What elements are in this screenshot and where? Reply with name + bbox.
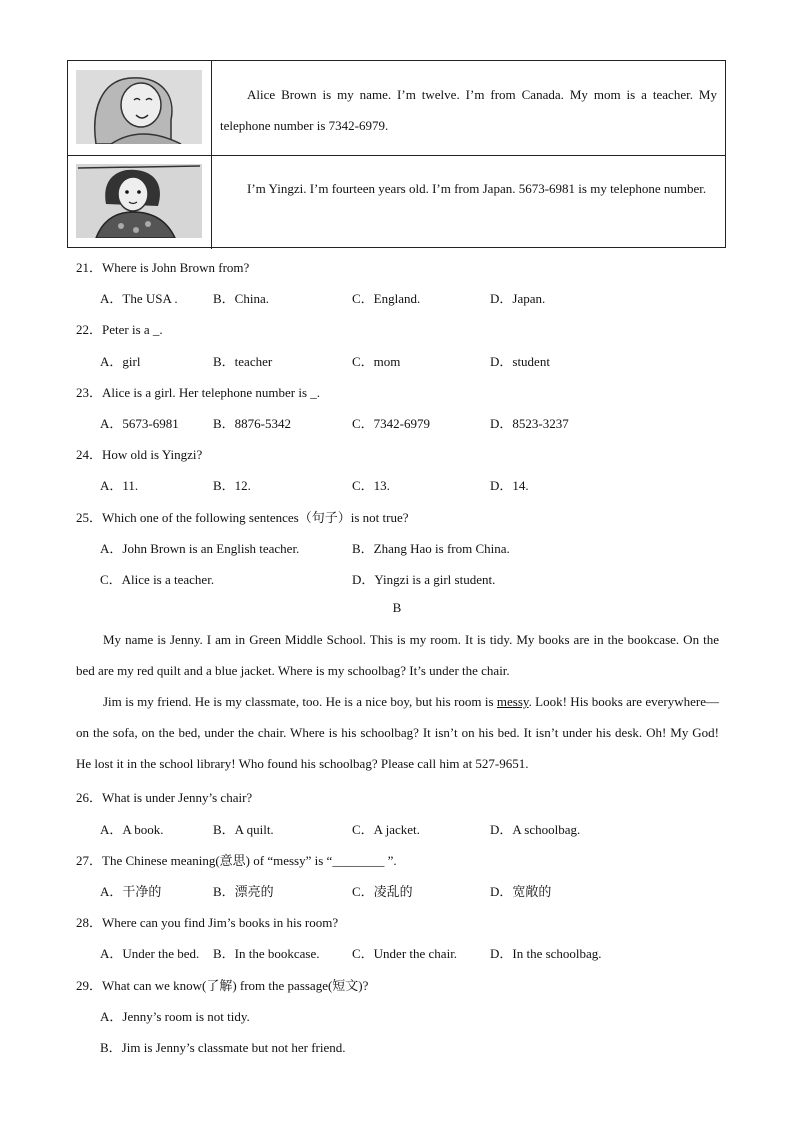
- option-d: D．In the schoolbag.: [490, 946, 602, 961]
- table-row: [68, 155, 725, 249]
- option-d: D．14.: [490, 478, 529, 493]
- option-d: D．Japan.: [490, 291, 546, 306]
- question-stem: 24．How old is Yingzi?: [76, 447, 203, 462]
- question-stem: 26．What is under Jenny’s chair?: [76, 790, 253, 805]
- passage-text: . Look! His books are everywhere—on the sofa, on the bed, under the chair. Where is his schoolbag? It isn’t on his bed. It isn’t under his desk. Oh! My God! He lost it in the school library! Who found his schoolbag? Please call him at 527-9651.: [76, 694, 719, 771]
- question-stem: 29．What can we know(了解) from the passage(短文)?: [76, 978, 369, 993]
- option-c: C．A jacket.: [352, 822, 420, 837]
- option-c: C．Under the chair.: [352, 946, 458, 961]
- option-a: A．John Brown is an English teacher.: [100, 541, 300, 556]
- option-a: A．A book.: [100, 822, 164, 837]
- option-a: A．girl: [100, 354, 141, 369]
- option-a: A．干净的: [100, 884, 162, 899]
- option-c: C．mom: [352, 354, 401, 369]
- option-d: D．8523-3237: [490, 416, 569, 431]
- girl-portrait-image: [76, 164, 202, 238]
- passage-paragraph: [76, 686, 719, 779]
- passage-paragraph: My name is Jenny. I am in Green Middle School. This is my room. It is tidy. My books are in the bookcase. On the bed are my red quilt and a blue jacket. Where is my schoolbag? It’s under the chair.: [76, 632, 719, 678]
- option-c: C．13.: [352, 478, 390, 493]
- option-c: C．Alice is a teacher.: [100, 572, 215, 587]
- option-b: B．12.: [213, 478, 251, 493]
- option-c: C．7342-6979: [352, 416, 431, 431]
- option-b: B．8876-5342: [213, 416, 292, 431]
- option-a: A．The USA .: [100, 291, 178, 306]
- underlined-word: messy: [496, 694, 529, 709]
- question-stem: 23．Alice is a girl. Her telephone number is _.: [76, 385, 321, 400]
- table-row: [68, 61, 725, 156]
- option-b: B．漂亮的: [213, 884, 274, 899]
- option-c: C．England.: [352, 291, 421, 306]
- info-table: [67, 60, 726, 248]
- image-cell: [68, 155, 212, 249]
- option-d: D．A schoolbag.: [490, 822, 581, 837]
- question-stem: 28．Where can you find Jim’s books in his room?: [76, 915, 339, 930]
- option-a: A．5673-6981: [100, 416, 179, 431]
- question-stem: 27．The Chinese meaning(意思) of “messy” is “________ ”.: [76, 853, 397, 868]
- option-b: B．Jim is Jenny’s classmate but not her friend.: [100, 1040, 346, 1055]
- question-stem: 25．Which one of the following sentences（句子）is not true?: [76, 510, 409, 525]
- option-a: A．Jenny’s room is not tidy.: [100, 1009, 250, 1024]
- option-c: C．凌乱的: [352, 884, 413, 899]
- woman-portrait-image: [76, 70, 202, 144]
- option-d: D．宽敞的: [490, 884, 552, 899]
- table-text: I’m Yingzi. I’m fourteen years old. I’m from Japan. 5673-6981 is my telephone number.: [247, 181, 707, 196]
- option-a: A．Under the bed.: [100, 946, 200, 961]
- passage-text: Jim is my friend. He is my classmate, too. He is a nice boy, but his room is: [103, 694, 497, 709]
- image-cell: [68, 61, 212, 155]
- question-stem: 21．Where is John Brown from?: [76, 260, 250, 275]
- option-b: B．A quilt.: [213, 822, 274, 837]
- option-d: D．student: [490, 354, 550, 369]
- table-text: Alice Brown is my name. I’m twelve. I’m from Canada. My mom is a teacher. My telephone number is 7342-6979.: [220, 87, 717, 133]
- section-heading: B: [392, 600, 402, 615]
- option-d: D．Yingzi is a girl student.: [352, 572, 496, 587]
- option-a: A．11.: [100, 478, 139, 493]
- option-b: B．Zhang Hao is from China.: [352, 541, 510, 556]
- question-stem: 22．Peter is a _.: [76, 322, 163, 337]
- option-b: B．In the bookcase.: [213, 946, 320, 961]
- option-b: B．teacher: [213, 354, 273, 369]
- option-b: B．China.: [213, 291, 269, 306]
